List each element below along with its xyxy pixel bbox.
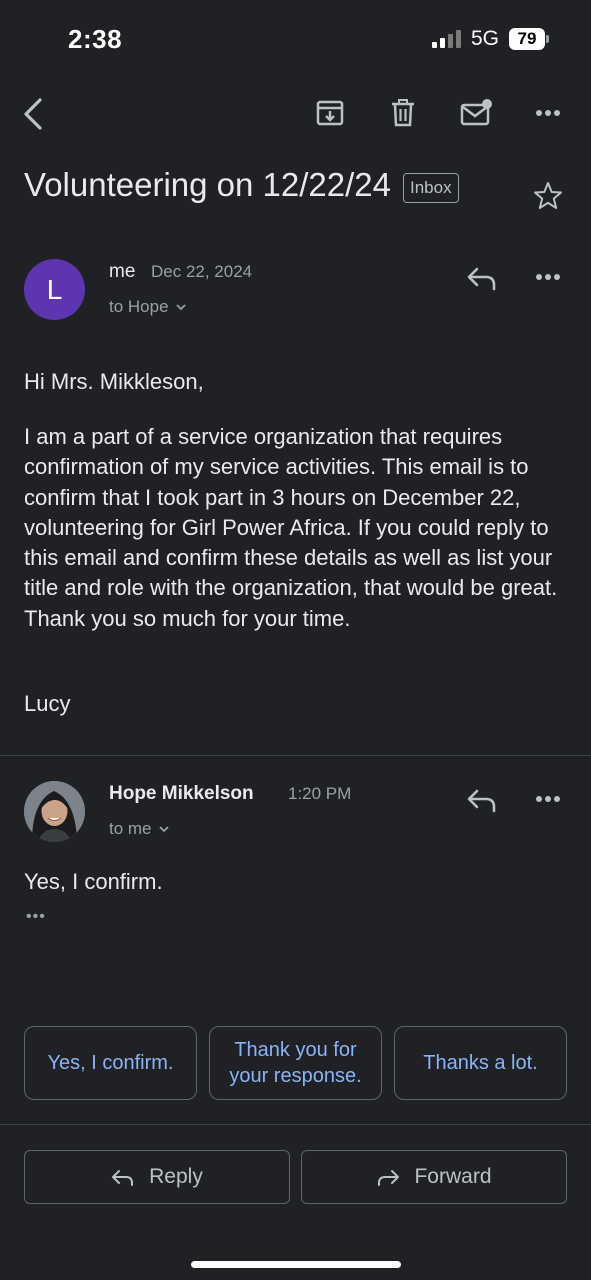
sender-name: me [109,261,136,282]
signal-strength-icon [432,30,464,48]
smart-reply-chip[interactable]: Yes, I confirm. [24,1026,197,1100]
trash-icon[interactable] [385,95,421,131]
actions-divider [0,1124,591,1125]
message-divider [0,755,591,756]
message-more-icon[interactable] [530,781,566,817]
inbox-label-badge[interactable]: Inbox [403,173,459,203]
message-body: Yes, I confirm. [24,869,163,894]
sender-name: Hope Mikkelson [109,783,254,804]
recipient-line: to me [109,819,152,838]
forward-icon [376,1168,400,1186]
show-trimmed-content[interactable]: ••• [26,908,46,925]
reply-label: Reply [149,1165,203,1188]
archive-icon[interactable] [312,95,348,131]
star-icon[interactable] [530,178,566,214]
forward-label: Forward [414,1165,492,1188]
message-greeting: Hi Mrs. Mikkleson, [24,369,204,394]
reply-icon[interactable] [464,260,500,296]
home-indicator[interactable] [191,1261,401,1268]
status-time: 2:38 [68,24,123,54]
message-more-icon[interactable] [530,259,566,295]
message-date: Dec 22, 2024 [151,262,253,281]
chevron-down-icon [175,303,187,311]
smart-reply-chip[interactable]: Thanks a lot. [394,1026,567,1100]
mark-unread-icon[interactable] [458,95,494,131]
message-time: 1:20 PM [288,784,352,803]
message-signature: Lucy [24,691,71,716]
message-body: I am a part of a service organization that requires confirmation of my service activities. This email is to confirm that I took part in 3 hours on December 22, volunteering for Girl Power Africa. If you could reply to this email and confirm these details as well as list your title and role with the organization, that would be great. Thank you so much for your time. [24,424,558,631]
battery-icon: 79 [509,28,545,50]
sender-avatar: L [24,259,85,320]
email-subject: Volunteering on 12/22/24 [24,166,391,203]
smart-reply-chip[interactable]: Thank you for your response. [209,1026,382,1100]
sender-avatar-photo [24,781,85,842]
recipient-toggle[interactable] [109,819,170,839]
forward-button[interactable] [301,1150,567,1204]
reply-icon[interactable] [464,782,500,818]
back-icon[interactable] [16,96,52,132]
battery-tip [546,35,549,43]
network-type: 5G [471,27,500,50]
reply-button[interactable] [24,1150,290,1204]
recipient-toggle[interactable] [109,297,187,317]
reply-icon [111,1168,135,1186]
more-options-icon[interactable] [530,95,566,131]
recipient-line: to Hope [109,297,169,316]
chevron-down-icon [158,825,170,833]
